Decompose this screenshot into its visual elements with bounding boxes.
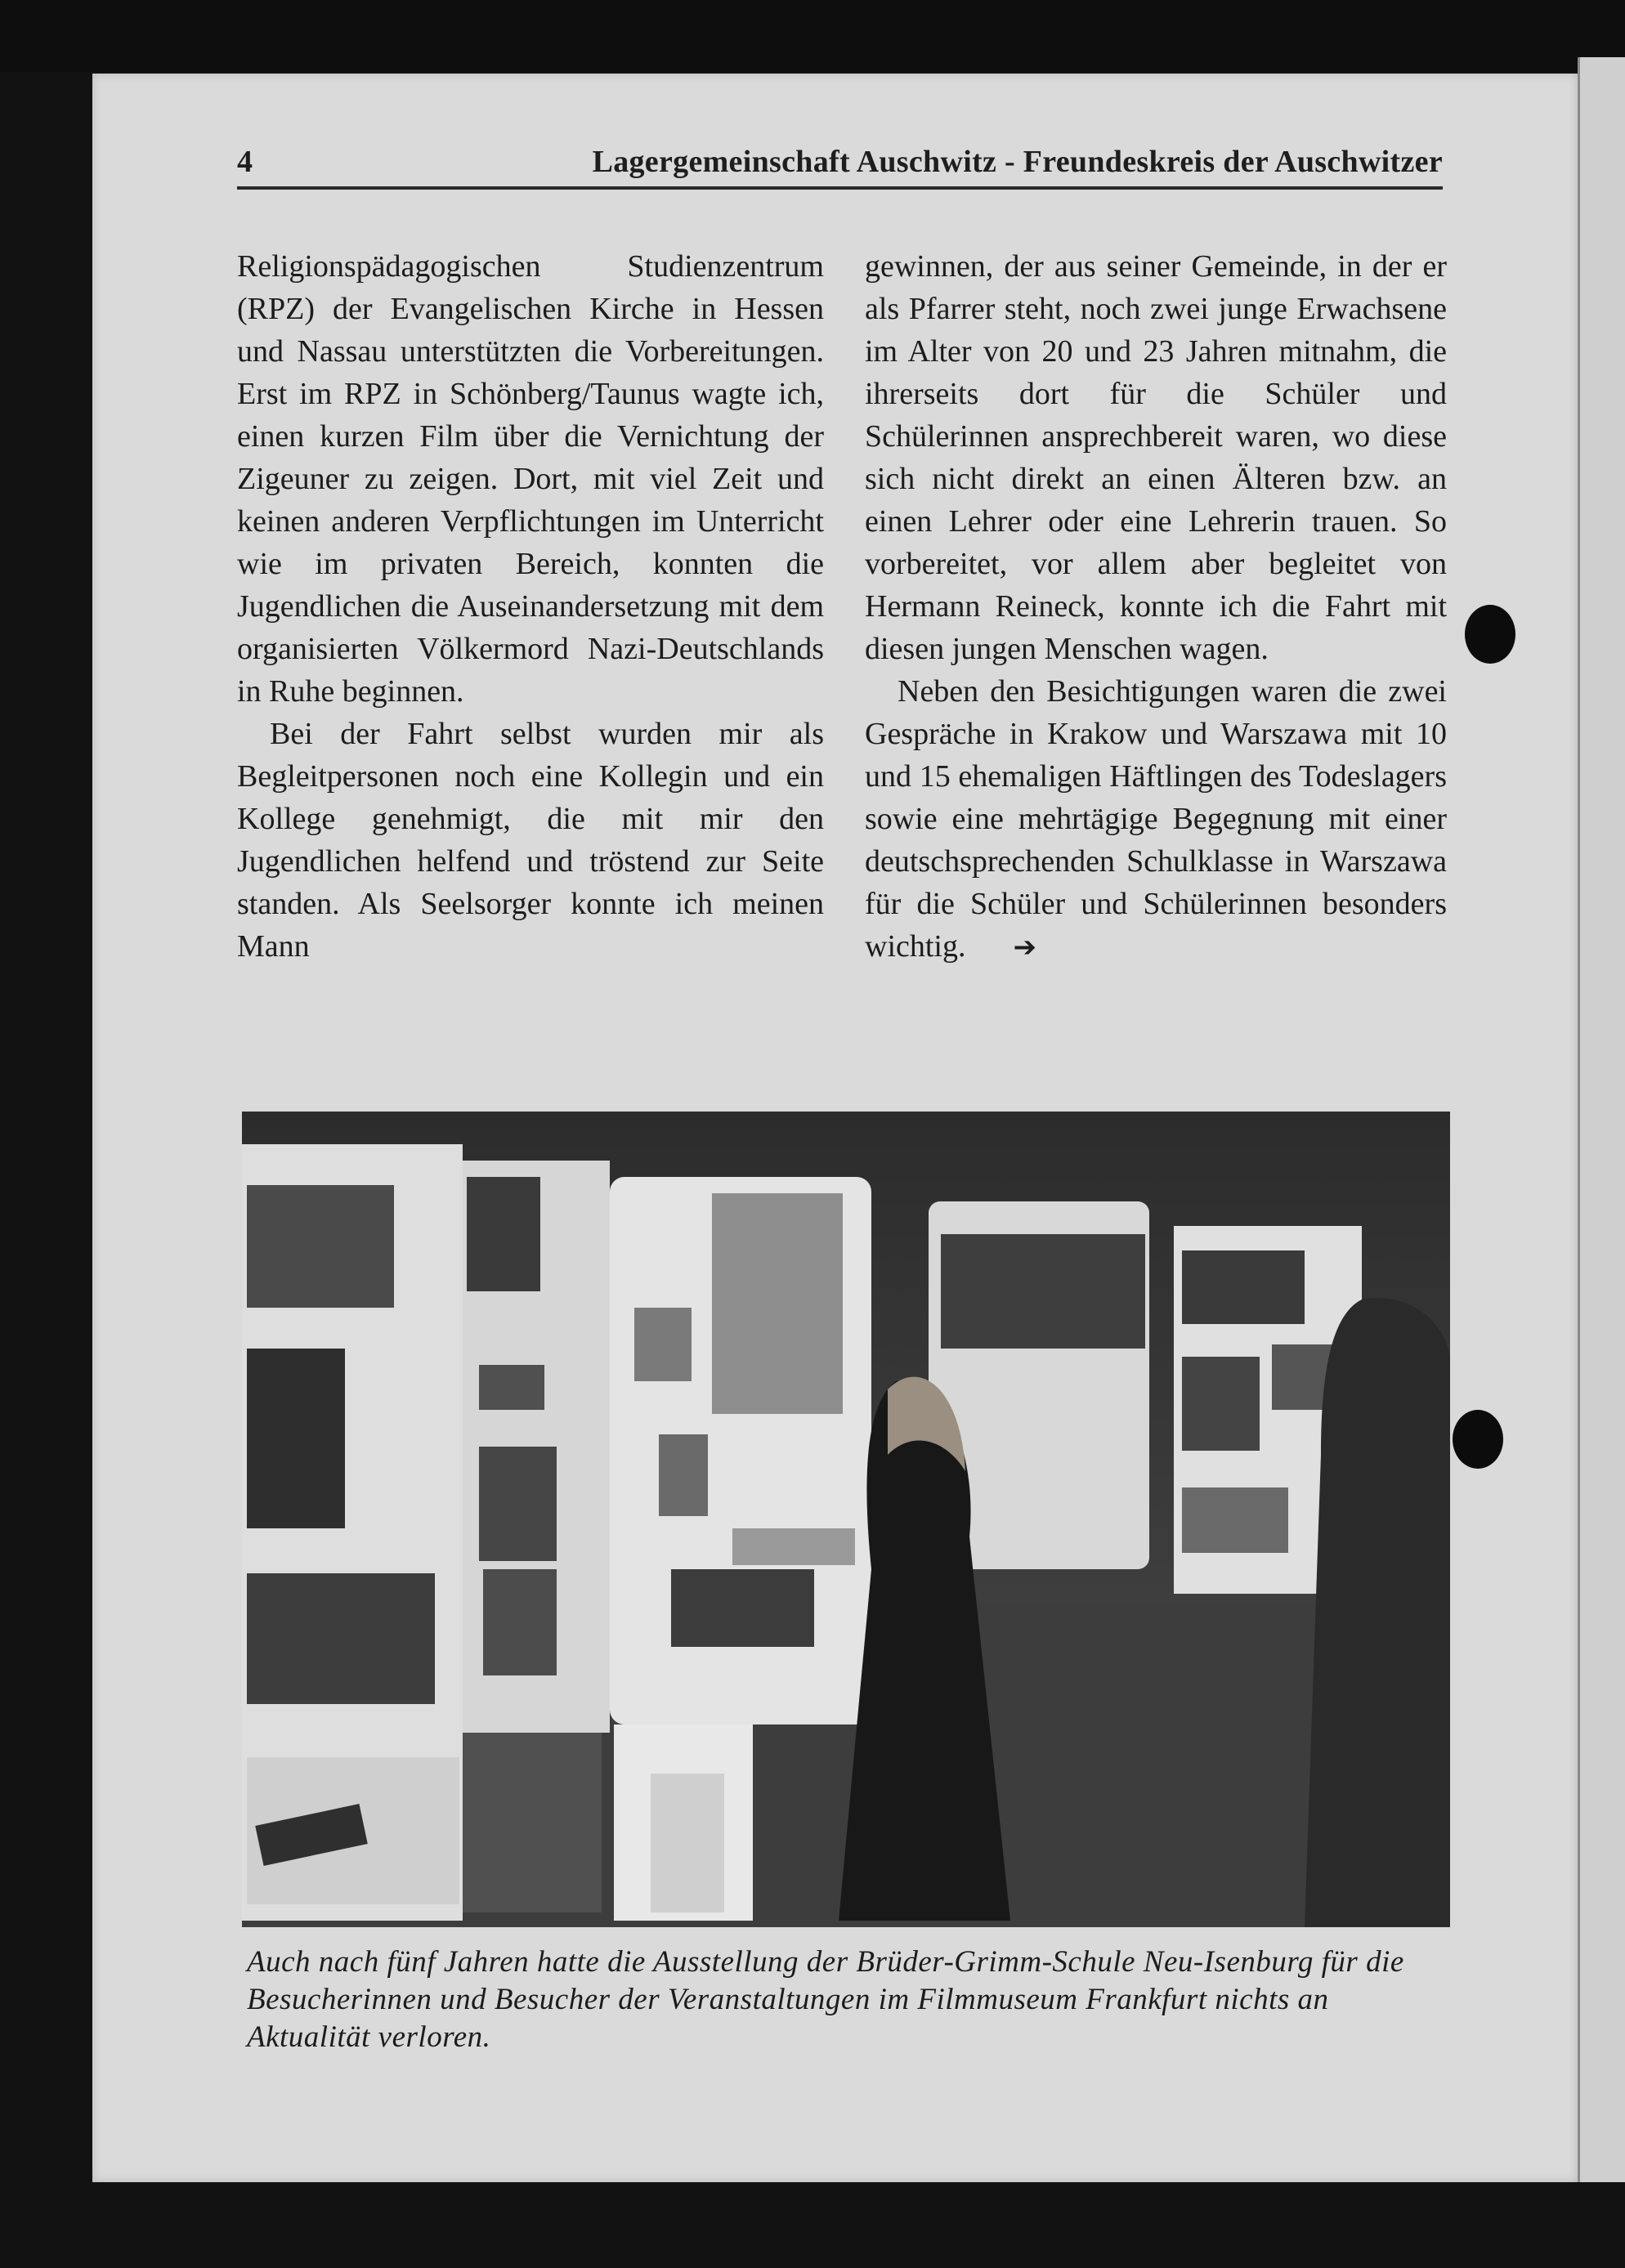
scan-background xyxy=(0,0,1625,72)
binder-hole xyxy=(1465,605,1515,664)
paragraph xyxy=(865,670,1447,968)
photo-caption: Auch nach fünf Jahren hatte die Ausstellung der Brüder-Grimm-Schule Neu-Isenburg für die Besucherinnen und Besucher der Veranstaltungen im Filmmuseum Frankfurt nichts an Aktualität verloren. xyxy=(247,1945,1404,2054)
next-page-edge xyxy=(1578,57,1625,2182)
page-header xyxy=(237,141,1443,190)
page-number: 4 xyxy=(237,145,253,179)
running-head: Lagergemeinschaft Auschwitz - Freundeskreis der Auschwitzer xyxy=(592,145,1443,179)
right-column xyxy=(865,245,1447,968)
paragraph-text: Neben den Besichtigungen waren die zwei Gespräche in Krakow und Warszawa mit 10 und 15 ehemaligen Häftlingen des Todeslagers sowie eine mehrtägige Begegnung mit einer deutschsprechenden Schulklasse in Warszawa für die Schüler und Schülerinnen besonders wichtig. xyxy=(865,674,1447,964)
exhibition-photo-illustration xyxy=(242,1112,1450,1927)
continue-arrow-icon: ➔ xyxy=(1013,931,1036,964)
paragraph: gewinnen, der aus seiner Gemeinde, in der er als Pfarrer steht, noch zwei junge Erwachsene im Alter von 20 und 23 Jahren mitnahm, die ihrerseits dort für die Schüler und Schülerinnen ansprechbereit waren, wo diese sich nicht direkt an einen Älteren bzw. an einen Lehrer oder eine Lehrerin trauen. So vorbereitet, vor allem aber begleitet von Hermann Reineck, konnte ich die Fahrt mit diesen jungen Menschen wagen. xyxy=(865,249,1447,666)
paragraph: Bei der Fahrt selbst wurden mir als Begleitpersonen noch eine Kollegin und ein Kollege genehmigt, die mit mir den Jugendlichen helfend und tröstend zur Seite standen. Als Seelsorger konnte ich meinen Mann xyxy=(237,717,824,964)
exhibition-photo xyxy=(242,1112,1450,1927)
left-column xyxy=(237,245,824,968)
binder-hole xyxy=(1453,1410,1503,1469)
paragraph: Religionspädagogischen Studienzentrum (RPZ) der Evangelischen Kirche in Hessen und Nassau unterstützten die Vorbereitungen. Erst im RPZ in Schönberg/Taunus wagte ich, einen kurzen Film über die Vernichtung der Zigeuner zu zeigen. Dort, mit viel Zeit und keinen anderen Verpflichtungen im Unterricht wie im privaten Bereich, konnten die Jugendlichen die Auseinandersetzung mit dem organisierten Völkermord Nazi-Deutschlands in Ruhe beginnen. xyxy=(237,249,824,709)
